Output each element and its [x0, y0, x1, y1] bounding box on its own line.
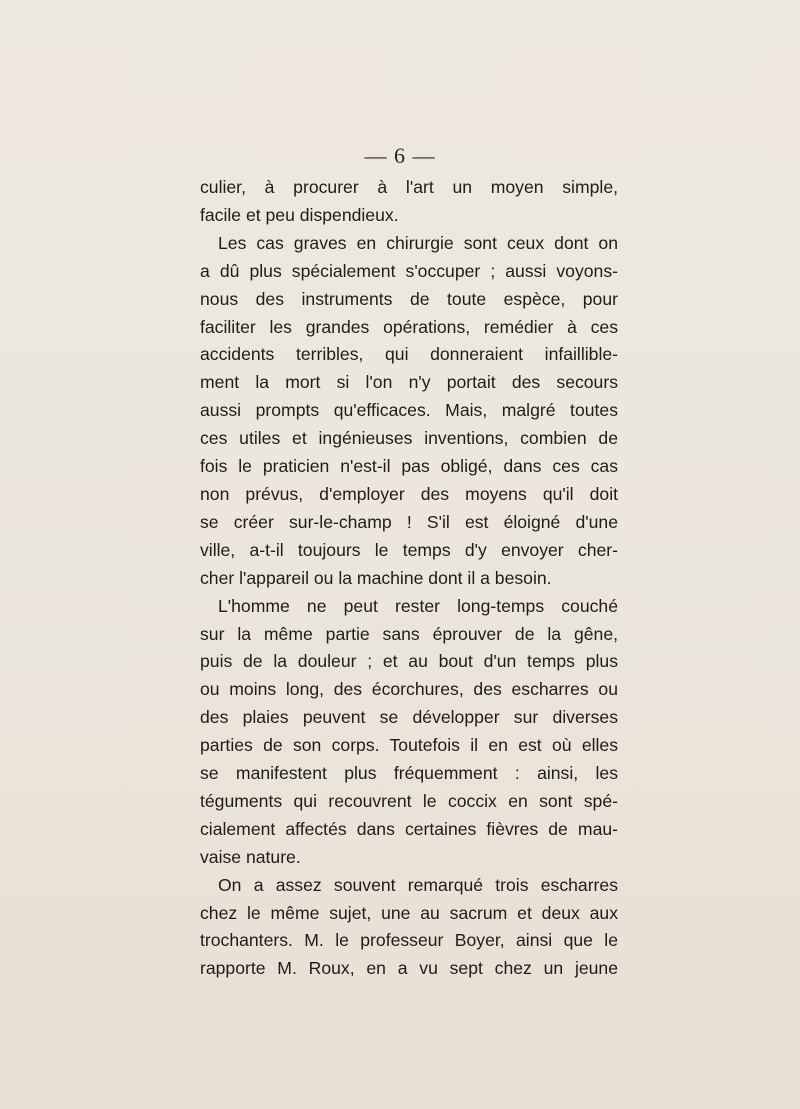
text-line: vaise nature. — [200, 846, 301, 867]
body-text — [200, 174, 618, 983]
text-line: trochanters. M. le professeur Boyer, ainsi que le — [200, 930, 618, 951]
text-line: faciliter les grandes opérations, remédier à ces — [200, 316, 618, 337]
text-line: ou moins long, des écorchures, des escharres ou — [200, 679, 618, 700]
text-line: se créer sur-le-champ ! S'il est éloigné d'une — [200, 511, 618, 532]
text-line: rapporte M. Roux, en a vu sept chez un jeune — [200, 958, 618, 979]
text-line: L'homme ne peut rester long-temps couché — [218, 595, 618, 616]
text-line: des plaies peuvent se développer sur diverses — [200, 707, 618, 728]
text-line: ment la mort si l'on n'y portait des secours — [200, 372, 618, 393]
text-line: fois le praticien n'est-il pas obligé, dans ces cas — [200, 456, 618, 477]
text-line: Les cas graves en chirurgie sont ceux dont on — [218, 232, 618, 253]
text-line: cher l'appareil ou la machine dont il a besoin. — [200, 567, 552, 588]
text-line: aussi prompts qu'efficaces. Mais, malgré toutes — [200, 400, 618, 421]
text-line: non prévus, d'employer des moyens qu'il doit — [200, 483, 618, 504]
text-line: accidents terribles, qui donneraient infaillible- — [200, 344, 618, 365]
text-line: ville, a-t-il toujours le temps d'y envoyer cher- — [200, 539, 618, 560]
text-line: ces utiles et ingénieuses inventions, combien de — [200, 428, 618, 449]
text-line: parties de son corps. Toutefois il en est où elles — [200, 735, 618, 756]
text-line: se manifestent plus fréquemment : ainsi, les — [200, 763, 618, 784]
text-line: chez le même sujet, une au sacrum et deux aux — [200, 902, 618, 923]
text-line: téguments qui recouvrent le coccix en sont spé- — [200, 790, 618, 811]
text-line: nous des instruments de toute espèce, pour — [200, 288, 618, 309]
text-line: culier, à procurer à l'art un moyen simple, — [200, 177, 618, 197]
text-line: On a assez souvent remarqué trois escharres — [218, 874, 618, 895]
text-line: cialement affectés dans certaines fièvres de mau- — [200, 818, 618, 839]
text-line: facile et peu dispendieux. — [200, 204, 399, 225]
text-line: puis de la douleur ; et au bout d'un temps plus — [200, 651, 618, 672]
page-number: — 6 — — [364, 143, 436, 168]
text-line: a dû plus spécialement s'occuper ; aussi voyons- — [200, 260, 618, 281]
text-line: sur la même partie sans éprouver de la gêne, — [200, 623, 618, 644]
